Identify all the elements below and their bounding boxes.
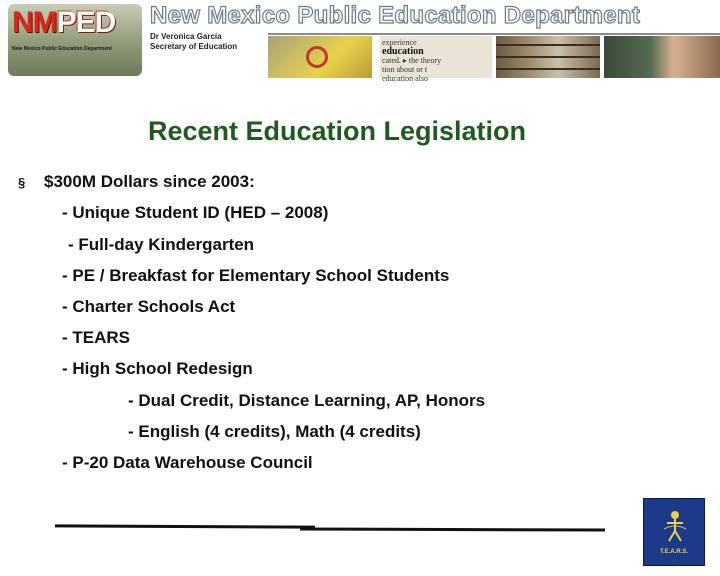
- header-rule: [268, 33, 720, 35]
- dict-line: cated. ▸ the theory: [382, 56, 442, 65]
- nmped-logo: [8, 4, 142, 76]
- header-banner: [0, 0, 720, 83]
- secretary-name: Dr Veronica García: [150, 32, 222, 41]
- secretary-info: [150, 32, 237, 52]
- list-item: - Charter Schools Act: [62, 297, 236, 316]
- dict-line: experience: [382, 38, 417, 47]
- main-bullet: [18, 172, 255, 192]
- library-photo: [496, 36, 600, 78]
- department-title: New Mexico Public Education Department: [150, 2, 641, 29]
- footer-rule-left: [55, 524, 315, 528]
- slide-title: Recent Education Legislation: [147, 116, 527, 146]
- list-item: - Unique Student ID (HED – 2008): [62, 203, 329, 222]
- tears-logo: [643, 498, 705, 566]
- list-item: - P-20 Data Warehouse Council: [62, 453, 313, 472]
- list-item: - PE / Breakfast for Elementary School Students: [62, 266, 450, 285]
- bullet-marker: §: [18, 175, 26, 190]
- list-item: - TEARS: [62, 328, 130, 347]
- logo-subtext: New Mexico Public Education Department: [12, 46, 112, 52]
- shelf: [496, 44, 600, 46]
- classroom-photo: [604, 36, 720, 78]
- sub-list-item: - Dual Credit, Distance Learning, AP, Honors: [128, 391, 486, 410]
- tears-label: T.E.A.R.S.: [659, 549, 688, 555]
- zia-sun-icon: [306, 46, 328, 68]
- tears-sublabel: ...: [672, 557, 676, 562]
- tears-figure-icon: [662, 509, 688, 543]
- sub-list-item: - English (4 credits), Math (4 credits): [128, 422, 421, 441]
- footer-rule-right: [300, 527, 605, 531]
- bullet-text: $300M Dollars since 2003:: [44, 172, 255, 191]
- dict-line: education: [382, 46, 424, 57]
- dict-line: tion about or t: [382, 65, 428, 74]
- list-item: - High School Redesign: [62, 359, 253, 378]
- secretary-title: Secretary of Education: [150, 42, 238, 51]
- dictionary-photo: [380, 36, 492, 83]
- shelf: [496, 68, 600, 70]
- nm-flag-photo: [268, 36, 372, 78]
- dict-line: education also: [382, 74, 428, 83]
- list-item: - Full-day Kindergarten: [68, 235, 255, 254]
- shelf: [496, 56, 600, 58]
- logo-letters: NMPED: [12, 6, 116, 39]
